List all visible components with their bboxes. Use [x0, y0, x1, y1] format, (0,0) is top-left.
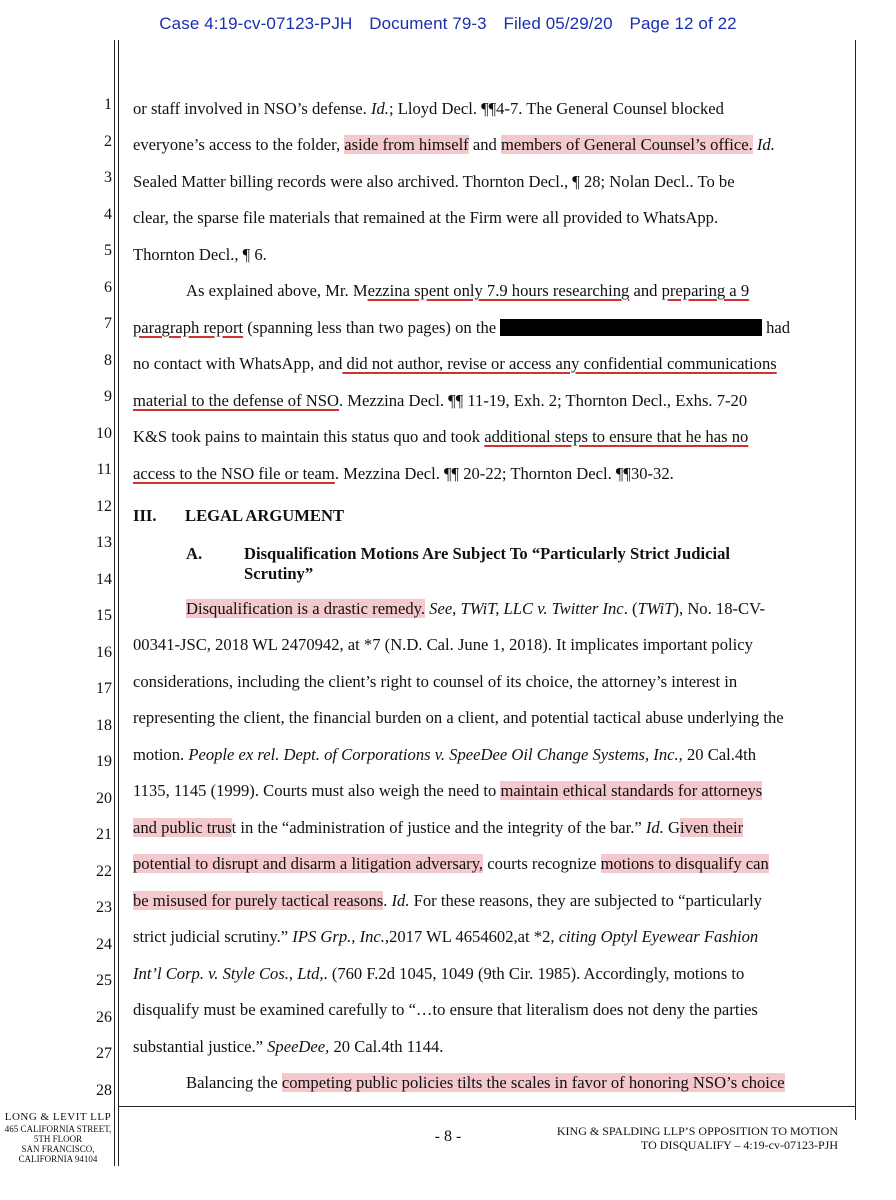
line-number: 26 — [96, 1008, 112, 1026]
text-run: had — [766, 318, 791, 337]
line-number: 7 — [104, 315, 112, 332]
document-number: Document 79-3 — [369, 14, 487, 33]
subsection-heading-a-line2: Scrutiny” — [244, 564, 314, 583]
text-run: . (760 F.2d 1045, 1049 (9th Cir. 1985). Accordingly, motions to — [323, 964, 745, 983]
highlight: competing public policies tilts the scales in favor of honoring NSO’s choice — [281, 1073, 785, 1092]
text-run: everyone’s access to the folder, — [133, 135, 345, 154]
text-run: 1135, 1145 (1999). Courts must also weigh the need to — [133, 781, 501, 800]
text-line-18: representing the client, the financial burden on a client, and potential tactical abuse underlying the — [133, 708, 784, 727]
text-run: . — [383, 891, 392, 910]
citation: IPS Grp., Inc., — [292, 927, 390, 946]
text-run: K&S took pains to maintain this status quo and took — [133, 427, 485, 446]
section-heading-iii — [133, 507, 849, 525]
line-number: 6 — [104, 278, 112, 296]
line-number: 22 — [96, 862, 112, 880]
firm-address-line: SAN FRANCISCO, — [21, 1144, 95, 1154]
redaction-bar — [500, 319, 762, 336]
firm-name: LONG & LEVIT LLP — [4, 1111, 112, 1123]
line-number: 12 — [96, 497, 112, 515]
text-run: G — [663, 818, 681, 837]
line-number: 10 — [96, 424, 112, 442]
text-line-24 — [133, 928, 849, 946]
line-number: 17 — [96, 680, 112, 697]
line-number: 25 — [96, 972, 112, 989]
line-number: 1 — [104, 96, 112, 113]
highlight: aside from himself — [344, 135, 469, 154]
text-line-8 — [133, 355, 849, 373]
line-number: 14 — [96, 570, 112, 588]
highlight: and public trus — [133, 818, 232, 837]
line-number: 5 — [104, 242, 112, 259]
line-number: 4 — [104, 205, 112, 223]
line-number: 28 — [96, 1081, 112, 1099]
text-line-20 — [133, 782, 849, 800]
highlight: potential to disrupt and disarm a litigation adversary, — [133, 854, 484, 873]
text-run: 20 Cal.4th — [682, 745, 757, 764]
text-line-26: disqualify must be examined carefully to “…to ensure that literalism does not deny the parties — [133, 1000, 758, 1019]
line-number: 24 — [96, 935, 112, 953]
line-number: 19 — [96, 753, 112, 770]
text-run: . Mezzina Decl. ¶¶ 20-22; Thornton Decl. ¶¶30-32. — [334, 464, 674, 483]
text-run: 2017 WL 4654602,at *2, — [389, 927, 559, 946]
text-line-1 — [133, 100, 849, 118]
line-number: 9 — [104, 388, 112, 405]
text-line-16: 00341-JSC, 2018 WL 2470942, at *7 (N.D. Cal. June 1, 2018). It implicates important policy — [133, 635, 753, 654]
text-line-9 — [133, 392, 849, 410]
line-number: 20 — [96, 789, 112, 807]
text-run: ), No. 18-CV- — [673, 599, 766, 618]
text-line-21 — [133, 819, 849, 837]
line-number: 2 — [104, 132, 112, 150]
underline: did not author, revise or access any confidential communications — [342, 354, 777, 373]
citation: TWiT — [637, 599, 674, 618]
text-run: motion. — [133, 745, 189, 764]
text-line-3: Sealed Matter billing records were also archived. Thornton Decl., ¶ 28; Nolan Decl.. To be — [133, 172, 735, 191]
line-number: 15 — [96, 607, 112, 624]
citation-id: Id. — [756, 135, 775, 154]
heading-number: III. — [133, 506, 157, 525]
document-title-line: TO DISQUALIFY – 4:19-cv-07123-PJH — [641, 1138, 838, 1152]
page-number: - 8 - — [434, 1128, 462, 1145]
text-line-28 — [186, 1074, 896, 1092]
heading-number: A. — [186, 544, 203, 563]
heading-title: Disqualification Motions Are Subject To “Particularly Strict Judicial — [244, 544, 730, 563]
document-title-line: KING & SPALDING LLP’S OPPOSITION TO MOTION — [556, 1124, 838, 1138]
line-number: 13 — [96, 534, 112, 551]
highlight: iven their — [680, 818, 744, 837]
text-line-23 — [133, 892, 849, 910]
text-line-22 — [133, 855, 849, 873]
text-line-17: considerations, including the client’s right to counsel of its choice, the attorney’s interest in — [133, 672, 738, 691]
text-line-11 — [133, 465, 849, 483]
case-number: Case 4:19-cv-07123-PJH — [159, 14, 353, 33]
highlight: members of General Counsel’s office. — [500, 135, 753, 154]
underline: preparing a 9 — [661, 281, 750, 300]
highlight: Disqualification is a drastic remedy. — [186, 599, 425, 618]
text-run: Balancing the — [186, 1073, 282, 1092]
left-margin-rule-1 — [114, 40, 115, 1166]
underline: additional steps to ensure that he has no — [484, 427, 749, 446]
line-number: 16 — [96, 643, 112, 661]
text-run: ; Lloyd Decl. ¶¶4-7. The General Counsel blocked — [388, 99, 724, 118]
subsection-heading-a — [186, 545, 896, 563]
page-indicator: Page 12 of 22 — [629, 14, 737, 33]
line-number: 27 — [96, 1045, 112, 1062]
text-run: strict judicial scrutiny.” — [133, 927, 293, 946]
text-run: no contact with WhatsApp, and — [133, 354, 343, 373]
highlight: be misused for purely tactical reasons — [133, 891, 384, 910]
text-run: courts recognize — [483, 854, 601, 873]
firm-address-line: 465 CALIFORNIA STREET, — [4, 1124, 112, 1134]
text-line-10 — [133, 428, 849, 446]
citation-id: Id. — [645, 818, 664, 837]
underline: paragraph report — [133, 318, 244, 337]
line-number: 11 — [96, 461, 112, 478]
text-line-2 — [133, 136, 849, 154]
text-run: . ( — [623, 599, 638, 618]
text-run: 20 Cal.4th 1144. — [329, 1037, 444, 1056]
footer-rule — [118, 1106, 856, 1107]
citation-id: Id. — [391, 891, 410, 910]
line-number: 21 — [96, 826, 112, 843]
text-line-6 — [186, 282, 896, 300]
text-run: . Mezzina Decl. ¶¶ 11-19, Exh. 2; Thornton Decl., Exhs. 7-20 — [338, 391, 748, 410]
case-header — [0, 14, 896, 34]
citation: People ex rel. Dept. of Corporations v. SpeeDee Oil Change Systems, Inc., — [188, 745, 683, 764]
text-line-25 — [133, 965, 849, 983]
text-line-15 — [186, 600, 896, 618]
citation-id: Id. — [370, 99, 389, 118]
text-run: t in the “administration of justice and the integrity of the bar.” — [231, 818, 646, 837]
text-line-7 — [133, 319, 849, 337]
text-run: (spanning less than two pages) on the — [243, 318, 497, 337]
left-margin-rule-2 — [118, 40, 119, 1166]
line-number: 3 — [104, 169, 112, 186]
highlight: maintain ethical standards for attorneys — [500, 781, 763, 800]
line-number: 18 — [96, 716, 112, 734]
text-run: and — [629, 281, 662, 300]
text-run: or staff involved in NSO’s defense. — [133, 99, 371, 118]
citation: Int’l Corp. v. Style Cos., Ltd, — [133, 964, 324, 983]
text-run: and — [468, 135, 501, 154]
heading-title: LEGAL ARGUMENT — [185, 506, 345, 525]
text-run: As explained above, Mr. M — [186, 281, 368, 300]
underline: ezzina spent only 7.9 hours researching — [367, 281, 630, 300]
underline: material to the defense of NSO — [133, 391, 339, 410]
highlight: motions to disqualify can — [600, 854, 769, 873]
text-run: For these reasons, they are subjected to “particularly — [409, 891, 762, 910]
document-title — [557, 1124, 838, 1152]
citation: See, TWiT, LLC v. Twitter Inc — [429, 599, 624, 618]
firm-address-line: CALIFORNIA 94104 — [18, 1154, 98, 1164]
text-line-27 — [133, 1038, 849, 1056]
text-line-4: clear, the sparse file materials that remained at the Firm were all provided to WhatsApp. — [133, 208, 719, 227]
filed-date: Filed 05/29/20 — [503, 14, 613, 33]
text-line-19 — [133, 746, 849, 764]
line-number: 8 — [104, 351, 112, 369]
line-number: 23 — [96, 899, 112, 916]
text-run: substantial justice.” — [133, 1037, 268, 1056]
citation: SpeeDee, — [267, 1037, 330, 1056]
underline: access to the NSO file or team — [133, 464, 335, 483]
text-line-5: Thornton Decl., ¶ 6. — [133, 245, 267, 264]
citation: citing Optyl Eyewear Fashion — [558, 927, 759, 946]
firm-address-line: 5TH FLOOR — [33, 1134, 83, 1144]
